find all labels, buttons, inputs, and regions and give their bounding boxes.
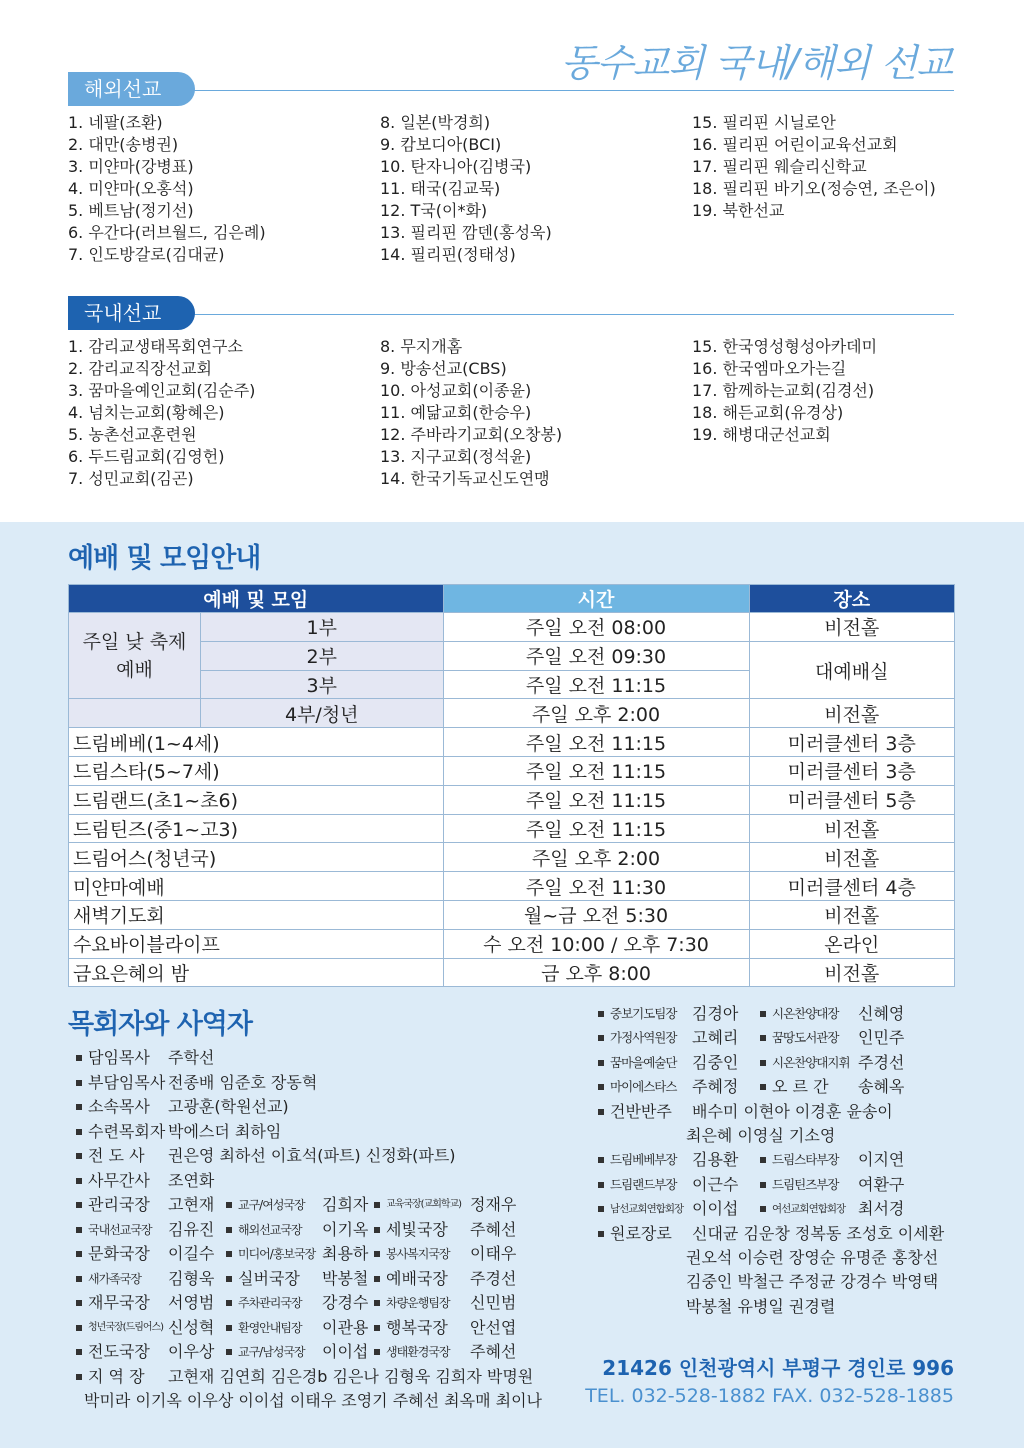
table-cell: 드림틴즈(중1~고3) [69, 814, 444, 843]
role-label: 사무간사 [88, 1170, 150, 1190]
bullet-icon [760, 1157, 766, 1163]
list-item [72, 1291, 572, 1316]
table-cell: 비전홀 [749, 814, 955, 843]
role-value: 고광훈(학원선교) [168, 1097, 289, 1116]
table-cell: 새벽기도회 [69, 900, 444, 929]
table-cell: 2부 [201, 641, 444, 670]
list-item: 9. 캄보디아(BCI) [380, 135, 502, 154]
bullet-icon [598, 1109, 604, 1115]
role-label: 꿈마을예술단 [610, 1054, 677, 1070]
role-value: 이우상 [168, 1342, 215, 1361]
bullet-icon [374, 1251, 380, 1257]
list-item: 15. 필리핀 시닐로안 [692, 113, 836, 132]
role-value: 조연화 [168, 1170, 215, 1190]
list-item: 1. 감리교생태목회연구소 [68, 337, 243, 356]
role-label: 환영안내팀장 [238, 1320, 302, 1335]
list-item [596, 1270, 966, 1294]
header-cell: 예배 및 모임 [69, 585, 444, 613]
table-cell: 주일 오전 09:30 [443, 641, 749, 670]
role-label: 드림랜드부장 [610, 1176, 677, 1192]
list-item: 16. 한국엠마오가는길 [692, 359, 847, 378]
role-value: 박봉철 유병일 권경렬 [686, 1296, 836, 1316]
role-value: 신민범 [470, 1293, 517, 1312]
table-cell: 비전홀 [749, 699, 955, 728]
role-label: 부담임목사 [88, 1072, 166, 1092]
list-item: 3. 꿈마을예인교회(김순주) [68, 381, 256, 400]
list-item: 11. 예닮교회(한승우) [380, 403, 532, 422]
role-label: 시온찬양대지휘 [772, 1054, 850, 1070]
role-value: 이근수 [692, 1174, 739, 1194]
list-item: 19. 북한선교 [692, 201, 785, 220]
list-item: 9. 방송선교(CBS) [380, 359, 507, 378]
list-item [596, 1197, 966, 1221]
role-label: 드림스타부장 [772, 1152, 839, 1168]
overseas-title: 해외선교 [68, 72, 195, 106]
domestic-col-3 [692, 336, 964, 490]
table-cell: 주일 오후 2:00 [443, 843, 749, 872]
table-cell: 드림베베(1~4세) [69, 728, 444, 757]
table-row [69, 814, 955, 843]
role-label: 마이에스타스 [610, 1079, 677, 1095]
list-item: 16. 필리핀 어린이교육선교회 [692, 135, 898, 154]
table-cell: 월~금 오전 5:30 [443, 900, 749, 929]
role-label: 전 도 사 [88, 1146, 145, 1165]
sunday-group-cell: 주일 낮 축제 예배 [69, 613, 201, 699]
table-cell: 주일 오후 2:00 [443, 699, 749, 728]
role-label: 미디어/홍보국장 [238, 1247, 316, 1261]
table-row [69, 728, 955, 757]
list-item [596, 1246, 966, 1270]
list-item: 10. 탄자니아(김병국) [380, 157, 532, 176]
list-item: 12. T국(이*화) [380, 201, 488, 220]
bullet-icon [374, 1349, 380, 1355]
list-item: 8. 무지개홈 [380, 337, 463, 356]
role-value: 고혜리 [692, 1028, 739, 1048]
bullet-icon [226, 1300, 232, 1306]
contact-line: TEL. 032-528-1882 FAX. 032-528-1885 [585, 1385, 954, 1407]
role-value: 강경수 [322, 1293, 369, 1312]
role-value: 박미라 이기옥 이우상 이이섭 이태우 조영기 주혜선 최옥매 최이나 [84, 1391, 543, 1410]
list-item [596, 1124, 966, 1148]
table-cell: 금요은혜의 밤 [69, 958, 444, 987]
role-label: 담임목사 [88, 1048, 150, 1067]
bullet-icon [374, 1276, 380, 1282]
role-value: 인민주 [858, 1028, 905, 1048]
table-cell: 미러클센터 3층 [749, 728, 955, 757]
table-cell: 비전홀 [749, 958, 955, 987]
list-item: 14. 필리핀(정태성) [380, 245, 516, 264]
role-label: 수련목회자 [88, 1121, 166, 1141]
role-value: 여환구 [858, 1174, 905, 1194]
role-value: 전종배 임준호 장동혁 [168, 1072, 318, 1092]
list-item: 2. 감리교직장선교회 [68, 359, 212, 378]
list-item [596, 1148, 966, 1172]
table-row [69, 756, 955, 785]
role-label: 국내선교국장 [88, 1222, 152, 1237]
list-item [72, 1218, 572, 1243]
table-row [69, 699, 955, 728]
list-item: 14. 한국기독교신도연맹 [380, 469, 550, 488]
bullet-icon [760, 1182, 766, 1188]
list-item [596, 1002, 966, 1026]
ministry-list [596, 1002, 966, 1319]
list-item: 2. 대만(송병권) [68, 135, 179, 154]
role-label: 세빛국장 [386, 1219, 448, 1239]
table-cell: 드림랜드(초1~초6) [69, 785, 444, 814]
list-item: 18. 해든교회(유경상) [692, 403, 844, 422]
role-label: 교구/남성국장 [238, 1345, 305, 1359]
role-label: 관리국장 [88, 1195, 150, 1214]
table-cell: 비전홀 [749, 900, 955, 929]
bullet-icon [226, 1349, 232, 1355]
list-item [596, 1026, 966, 1050]
list-item [72, 1365, 572, 1390]
bullet-icon [226, 1227, 232, 1233]
list-item: 10. 아성교회(이종윤) [380, 381, 532, 400]
role-value: 서영범 [168, 1293, 215, 1312]
overseas-section-header [68, 70, 954, 106]
schedule-table [68, 584, 955, 987]
header-cell: 장소 [749, 585, 955, 613]
role-value: 박에스더 최하임 [168, 1121, 282, 1141]
bullet-icon [760, 1011, 766, 1017]
role-value: 안선엽 [470, 1317, 517, 1337]
bullet-icon [76, 1349, 82, 1355]
table-row [69, 900, 955, 929]
bullet-icon [598, 1084, 604, 1090]
role-value: 고현재 김연희 김은경b 김은나 김형욱 김희자 박명원 [168, 1366, 534, 1386]
bullet-icon [760, 1035, 766, 1041]
bullet-icon [76, 1153, 82, 1159]
role-value: 김희자 [322, 1195, 369, 1214]
table-cell: 수 오전 10:00 / 오후 7:30 [443, 929, 749, 958]
overseas-col-1 [68, 112, 380, 266]
bullet-icon [598, 1035, 604, 1041]
list-item: 17. 필리핀 웨슬리신학교 [692, 157, 867, 176]
overseas-col-2 [380, 112, 692, 266]
pastors-list [72, 1046, 572, 1414]
list-item: 7. 인도방갈로(김대균) [68, 245, 225, 264]
table-header-row [69, 585, 955, 613]
list-item [72, 1071, 572, 1096]
list-item [72, 1193, 572, 1218]
role-label: 생태환경국장 [386, 1345, 450, 1359]
role-label: 전도국장 [88, 1342, 150, 1361]
schedule-title: 예배 및 모임안내 [68, 543, 261, 574]
role-value: 김중인 [692, 1052, 739, 1072]
list-item: 4. 미얀마(오홍석) [68, 179, 194, 198]
list-item: 12. 주바라기교회(오창봉) [380, 425, 563, 444]
bullet-icon [76, 1055, 82, 1061]
bullet-icon [226, 1251, 232, 1257]
table-cell: 드림스타(5~7세) [69, 756, 444, 785]
table-cell: 주일 오전 11:15 [443, 756, 749, 785]
bullet-icon [598, 1206, 604, 1212]
role-value: 권오석 이승련 장영순 유명준 홍창선 [686, 1248, 939, 1268]
bullet-icon [76, 1276, 82, 1282]
role-value: 주혜선 [470, 1219, 517, 1239]
list-item [72, 1169, 572, 1194]
bullet-icon [374, 1202, 380, 1208]
list-item: 3. 미얀마(강병표) [68, 157, 194, 176]
table-cell: 대예배실 [749, 641, 955, 699]
domestic-title: 국내선교 [68, 296, 195, 330]
role-label: 교구/여성국장 [238, 1198, 305, 1212]
role-value: 최은혜 이영실 기소영 [686, 1126, 836, 1146]
list-item [72, 1095, 572, 1120]
bullet-icon [598, 1231, 604, 1237]
bullet-icon [760, 1206, 766, 1212]
list-item [72, 1389, 572, 1414]
bullet-icon [76, 1202, 82, 1208]
table-cell: 온라인 [749, 929, 955, 958]
role-value: 김경아 [692, 1004, 739, 1023]
pastors-title: 목회자와 사역자 [68, 1009, 252, 1040]
list-item [72, 1120, 572, 1145]
table-row [69, 929, 955, 958]
bullet-icon [374, 1227, 380, 1233]
page-title: 동수교회 국내/해외 선교 [560, 41, 952, 85]
list-item: 1. 네팔(조환) [68, 113, 163, 132]
role-value: 신대균 김운창 정복동 조성호 이세환 [692, 1223, 945, 1243]
table-cell: 주일 오전 11:15 [443, 785, 749, 814]
list-item: 6. 우간다(러브월드, 김은례) [68, 223, 266, 242]
header-cell: 시간 [443, 585, 749, 613]
table-row [69, 843, 955, 872]
role-value: 주학선 [168, 1048, 215, 1067]
table-cell: 미러클센터 3층 [749, 756, 955, 785]
role-value: 주경선 [858, 1052, 905, 1072]
role-label: 오 르 간 [772, 1077, 829, 1097]
table-cell [69, 699, 201, 728]
role-label: 예배국장 [386, 1268, 448, 1288]
role-value: 박봉철 [322, 1268, 369, 1288]
bullet-icon [226, 1276, 232, 1282]
role-label: 원로장로 [610, 1223, 672, 1243]
table-cell: 주일 오전 08:00 [443, 613, 749, 642]
role-value: 최서경 [858, 1199, 905, 1219]
role-label: 여선교회연합회장 [772, 1203, 846, 1216]
list-item: 5. 베트남(정기선) [68, 201, 194, 220]
domestic-col-2 [380, 336, 692, 490]
table-cell: 수요바이블라이프 [69, 929, 444, 958]
bullet-icon [76, 1227, 82, 1233]
list-item [596, 1173, 966, 1197]
role-value: 이지연 [858, 1150, 905, 1170]
bullet-icon [76, 1325, 82, 1331]
role-label: 실버국장 [238, 1268, 300, 1288]
table-cell: 비전홀 [749, 843, 955, 872]
table-cell: 금 오후 8:00 [443, 958, 749, 987]
domestic-section-header [68, 294, 954, 330]
bullet-icon [76, 1129, 82, 1135]
table-cell: 4부/청년 [201, 699, 444, 728]
bullet-icon [374, 1325, 380, 1331]
bullet-icon [760, 1084, 766, 1090]
list-item [596, 1295, 966, 1319]
divider [68, 314, 954, 315]
role-label: 봉사복지국장 [386, 1247, 450, 1261]
list-item [596, 1222, 966, 1246]
table-row [69, 958, 955, 987]
bullet-icon [226, 1325, 232, 1331]
bullet-icon [598, 1060, 604, 1066]
bullet-icon [374, 1300, 380, 1306]
list-item [72, 1046, 572, 1071]
list-item [596, 1051, 966, 1075]
table-cell: 3부 [201, 670, 444, 699]
role-value: 김유진 [168, 1219, 215, 1239]
list-item: 13. 지구교회(정석윤) [380, 447, 532, 466]
bullet-icon [226, 1202, 232, 1208]
list-item [72, 1267, 572, 1292]
address-line: 21426 인천광역시 부평구 경인로 996 [602, 1356, 954, 1380]
role-label: 시온찬양대장 [772, 1006, 839, 1021]
role-label: 해외선교국장 [238, 1222, 302, 1237]
role-label: 행복국장 [386, 1317, 448, 1337]
list-item: 13. 필리핀 깜덴(홍성욱) [380, 223, 552, 242]
role-value: 김중인 박철근 주정균 강경수 박영택 [686, 1272, 939, 1292]
table-cell: 비전홀 [749, 613, 955, 642]
role-value: 이기옥 [322, 1219, 369, 1239]
role-label: 건반반주 [610, 1101, 672, 1121]
bullet-icon [76, 1104, 82, 1110]
table-cell: 미러클센터 5층 [749, 785, 955, 814]
role-label: 주차관리국장 [238, 1296, 302, 1310]
role-label: 새가족국장 [88, 1271, 141, 1286]
role-label: 가정사역원장 [610, 1030, 677, 1046]
list-item: 8. 일본(박경희) [380, 113, 491, 132]
table-cell: 미러클센터 4층 [749, 872, 955, 901]
table-row [69, 641, 955, 670]
role-value: 신성혁 [168, 1317, 215, 1337]
role-value: 주혜정 [692, 1077, 739, 1097]
list-item: 6. 두드림교회(김영헌) [68, 447, 225, 466]
table-cell: 주일 오전 11:15 [443, 814, 749, 843]
list-item: 5. 농촌선교훈련원 [68, 425, 197, 444]
list-item [72, 1340, 572, 1365]
bullet-icon [760, 1060, 766, 1066]
list-item: 7. 성민교회(김곤) [68, 469, 194, 488]
role-label: 중보기도팀장 [610, 1006, 677, 1021]
table-cell: 주일 오전 11:15 [443, 670, 749, 699]
role-label: 소속목사 [88, 1097, 150, 1116]
bullet-icon [598, 1182, 604, 1188]
role-label: 남선교회연합회장 [610, 1203, 684, 1216]
bullet-icon [76, 1080, 82, 1086]
list-item: 19. 해병대군선교회 [692, 425, 831, 444]
list-item [72, 1316, 572, 1341]
list-item: 18. 필리핀 바기오(정승연, 조은이) [692, 179, 936, 198]
role-value: 주혜선 [470, 1342, 517, 1361]
table-row [69, 785, 955, 814]
list-item: 15. 한국영성형성아카데미 [692, 337, 878, 356]
bullet-icon [598, 1157, 604, 1163]
list-item [596, 1075, 966, 1099]
table-cell: 1부 [201, 613, 444, 642]
role-label: 교육국장(교회학교) [386, 1199, 462, 1210]
list-item [72, 1242, 572, 1267]
list-item: 11. 태국(김교묵) [380, 179, 501, 198]
overseas-list [68, 112, 964, 266]
role-value: 신혜영 [858, 1004, 905, 1023]
bullet-icon [76, 1178, 82, 1184]
overseas-col-3 [692, 112, 964, 266]
list-item: 17. 함께하는교회(김경선) [692, 381, 875, 400]
role-value: 김형욱 [168, 1268, 215, 1288]
list-item [596, 1100, 966, 1124]
role-label: 지 역 장 [88, 1366, 145, 1386]
role-label: 차량운행팀장 [386, 1296, 450, 1310]
table-cell: 드림어스(청년국) [69, 843, 444, 872]
role-value: 최용하 [322, 1244, 369, 1263]
role-value: 배수미 이현아 이경훈 윤송이 [692, 1101, 893, 1121]
role-value: 송혜옥 [858, 1077, 905, 1097]
role-value: 이관용 [322, 1317, 369, 1337]
domestic-col-1 [68, 336, 380, 490]
role-value: 정재우 [470, 1195, 517, 1214]
role-label: 문화국장 [88, 1244, 150, 1263]
role-value: 이길수 [168, 1244, 215, 1263]
role-value: 김용환 [692, 1150, 739, 1170]
bullet-icon [76, 1374, 82, 1380]
table-cell: 주일 오전 11:30 [443, 872, 749, 901]
list-item [72, 1144, 572, 1169]
role-label: 재무국장 [88, 1293, 150, 1312]
role-label: 청년국장(드림어스) [88, 1321, 164, 1333]
role-value: 이이섭 [322, 1342, 369, 1361]
role-value: 주경선 [470, 1268, 517, 1288]
role-value: 권은영 최하선 이효석(파트) 신정화(파트) [168, 1146, 456, 1165]
bullet-icon [76, 1300, 82, 1306]
role-value: 이태우 [470, 1244, 517, 1263]
table-row [69, 613, 955, 642]
role-label: 드림베베부장 [610, 1152, 677, 1168]
table-row [69, 872, 955, 901]
role-label: 드림틴즈부장 [772, 1176, 839, 1192]
table-cell: 주일 오전 11:15 [443, 728, 749, 757]
church-address [585, 1352, 954, 1407]
role-label: 꿈땅도서관장 [772, 1030, 839, 1046]
bullet-icon [76, 1251, 82, 1257]
divider [68, 90, 954, 91]
list-item: 4. 넘치는교회(황혜은) [68, 403, 225, 422]
role-value: 고현재 [168, 1195, 215, 1214]
role-value: 이이섭 [692, 1199, 739, 1219]
bullet-icon [598, 1011, 604, 1017]
domestic-list [68, 336, 964, 490]
table-cell: 미얀마예배 [69, 872, 444, 901]
